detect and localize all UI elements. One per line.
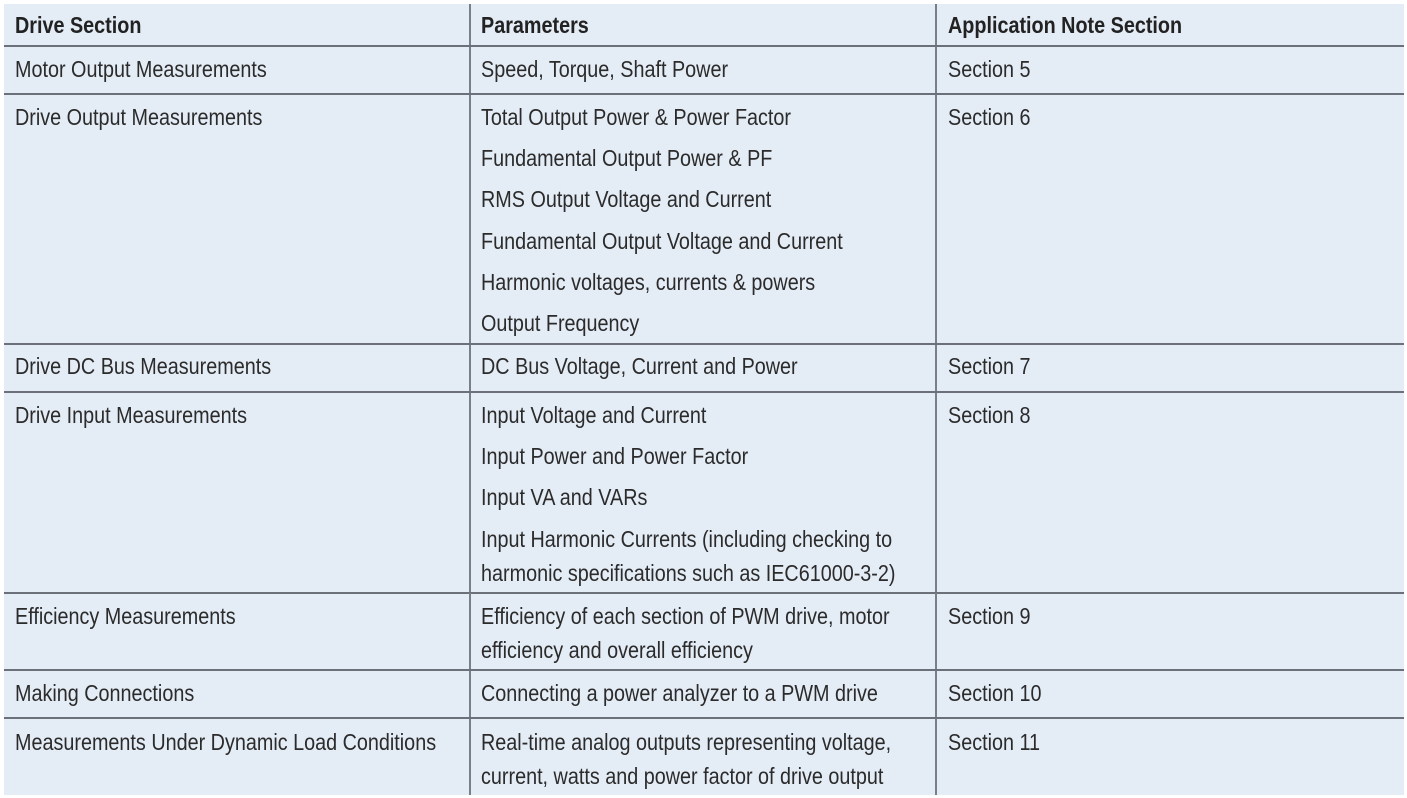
section-ref: Section 5 xyxy=(948,56,1031,82)
drive-section-cell xyxy=(4,719,471,795)
section-ref: Section 7 xyxy=(948,353,1031,379)
table-row xyxy=(4,593,1404,671)
drive-section-cell xyxy=(4,393,471,592)
parameter-item: Total Output Power & Power Factor xyxy=(481,104,792,130)
parameters-cell xyxy=(471,393,937,592)
table-row xyxy=(4,345,1404,393)
table-row xyxy=(4,47,1404,95)
header-cell-parameters xyxy=(471,4,937,45)
table-header-row xyxy=(4,4,1404,47)
parameters-cell xyxy=(471,95,937,343)
parameter-item: DC Bus Voltage, Current and Power xyxy=(481,353,798,379)
section-ref: Section 8 xyxy=(948,402,1031,428)
parameter-item: Output Frequency xyxy=(481,310,640,336)
section-cell xyxy=(937,671,1404,717)
table-row xyxy=(4,719,1404,795)
section-cell xyxy=(937,95,1404,343)
parameter-item: Real-time analog outputs representing voltage, xyxy=(481,729,892,755)
drive-section-cell xyxy=(4,95,471,343)
drive-section-cell xyxy=(4,671,471,717)
header-application-note-section: Application Note Section xyxy=(948,12,1183,38)
drive-section-cell xyxy=(4,47,471,93)
drive-section: Measurements Under Dynamic Load Conditions xyxy=(15,729,437,755)
parameter-item: Input Harmonic Currents (including checking to xyxy=(481,526,893,552)
parameter-item: Input Power and Power Factor xyxy=(481,443,749,469)
drive-section: Drive DC Bus Measurements xyxy=(15,353,272,379)
table-row xyxy=(4,95,1404,345)
parameters-cell xyxy=(471,593,937,669)
parameters-cell xyxy=(471,345,937,391)
parameter-item: efficiency and overall efficiency xyxy=(481,637,753,663)
parameter-item: Input VA and VARs xyxy=(481,484,648,510)
parameter-item: Harmonic voltages, currents & powers xyxy=(481,269,816,295)
parameters-cell xyxy=(471,719,937,795)
section-ref: Section 9 xyxy=(948,603,1031,629)
parameter-item: Speed, Torque, Shaft Power xyxy=(481,56,729,82)
section-cell xyxy=(937,393,1404,592)
parameters-cell xyxy=(471,671,937,717)
table-row xyxy=(4,671,1404,719)
parameter-item: current, watts and power factor of drive output xyxy=(481,763,884,789)
header-drive-section: Drive Section xyxy=(15,12,142,38)
header-cell-application-note-section xyxy=(937,4,1404,45)
section-ref: Section 10 xyxy=(948,680,1042,706)
drive-section: Making Connections xyxy=(15,680,195,706)
section-ref: Section 6 xyxy=(948,104,1031,130)
parameters-cell xyxy=(471,47,937,93)
parameter-item: Input Voltage and Current xyxy=(481,402,707,428)
measurement-table xyxy=(4,4,1404,795)
table-row xyxy=(4,393,1404,594)
parameter-item: Fundamental Output Power & PF xyxy=(481,145,773,171)
header-cell-drive-section xyxy=(4,4,471,45)
section-cell xyxy=(937,345,1404,391)
drive-section-cell xyxy=(4,345,471,391)
section-cell xyxy=(937,719,1404,795)
drive-section: Efficiency Measurements xyxy=(15,603,236,629)
section-cell xyxy=(937,47,1404,93)
drive-section-cell xyxy=(4,593,471,669)
header-parameters: Parameters xyxy=(481,12,589,38)
drive-section: Drive Output Measurements xyxy=(15,104,263,130)
parameter-item: Efficiency of each section of PWM drive, motor xyxy=(481,603,890,629)
parameter-item: Connecting a power analyzer to a PWM drive xyxy=(481,680,878,706)
drive-section: Drive Input Measurements xyxy=(15,402,247,428)
drive-section: Motor Output Measurements xyxy=(15,56,267,82)
parameter-item: RMS Output Voltage and Current xyxy=(481,186,772,212)
section-ref: Section 11 xyxy=(948,729,1041,755)
section-cell xyxy=(937,593,1404,669)
parameter-item: harmonic specifications such as IEC61000-3-2) xyxy=(481,560,896,586)
parameter-item: Fundamental Output Voltage and Current xyxy=(481,228,843,254)
